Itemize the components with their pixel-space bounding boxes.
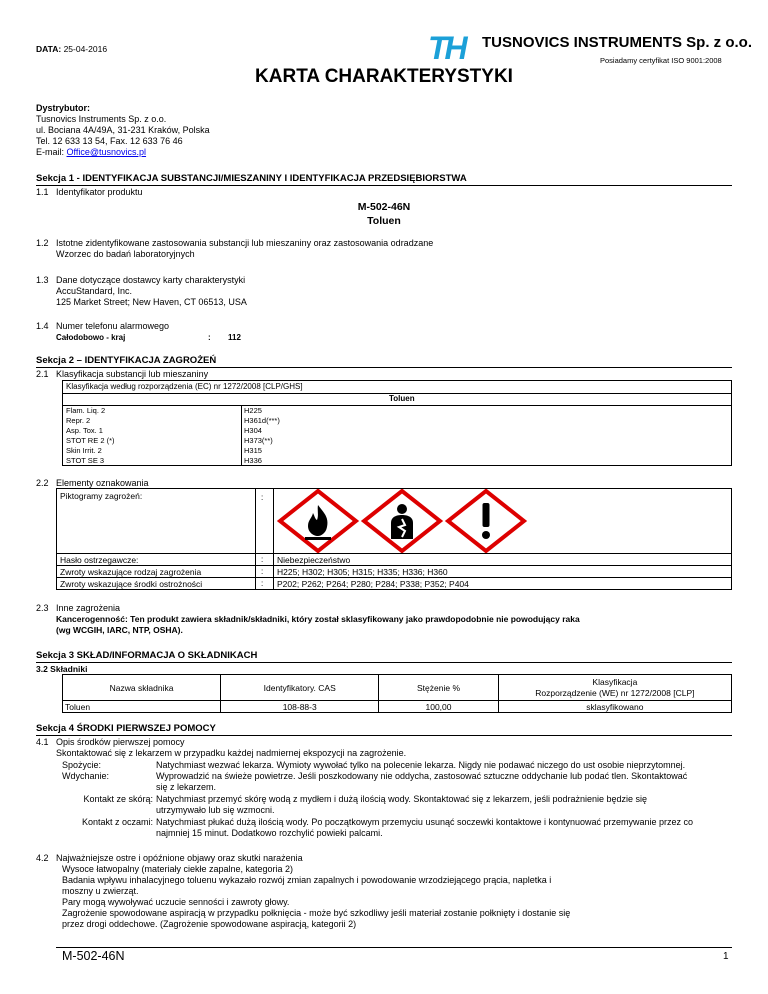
first-aid-key: Spożycie:	[62, 760, 102, 770]
cell-concentration: 100,00	[379, 701, 498, 713]
s14-value: 112	[228, 333, 241, 342]
email-label: E-mail:	[36, 147, 65, 157]
first-aid-eyes	[36, 817, 153, 828]
classification-substance: Toluen	[389, 394, 415, 403]
distributor-line: ul. Bociana 4A/49A, 31-231 Kraków, Polska	[36, 125, 210, 135]
hazard-code: H315	[244, 446, 262, 455]
hazard-class: STOT SE 3	[66, 456, 105, 465]
first-aid-key: Kontakt z oczami:	[81, 817, 153, 827]
s11-label: Identyfikator produktu	[56, 187, 143, 197]
company-name: TUSNOVICS INSTRUMENTS Sp. z o.o.	[482, 34, 753, 51]
hazard-class: Repr. 2	[66, 416, 91, 425]
col-cas: Identyfikatory. CAS	[221, 675, 379, 701]
footer-divider	[56, 947, 732, 948]
s42-num: 4.2	[36, 853, 49, 863]
s12-block	[56, 238, 433, 260]
col-classification-line: Klasyfikacja	[592, 676, 638, 687]
hazard-code: H361d(***)	[244, 416, 280, 425]
distributor-line: Tel. 12 633 13 54, Fax. 12 633 76 46	[36, 136, 183, 146]
hazard-class: Flam. Liq. 2	[66, 406, 106, 415]
s13-line: 125 Market Street; New Haven, CT 06513, USA	[56, 297, 247, 307]
pictograms-label: Piktogramy zagrożeń:	[60, 491, 143, 501]
s13-num: 1.3	[36, 275, 49, 285]
hazard-code: H304	[244, 426, 262, 435]
s23-num: 2.3	[36, 603, 49, 613]
ingredients-table	[62, 674, 732, 713]
first-aid-ingestion	[62, 760, 101, 771]
section-1-title: Sekcja 1 - IDENTYFIKACJA SUBSTANCJI/MIESZANINY I IDENTYFIKACJA PRZEDSIĘBIORSTWA	[36, 173, 732, 186]
precaution-label: Zwroty wskazujące środki ostrożności	[60, 579, 203, 589]
first-aid-text	[156, 794, 647, 816]
s23-label: Inne zagrożenia	[56, 603, 121, 613]
first-aid-line: Natychmiast przemyć skórę wodą z mydłem i dużą ilością wody. Skontaktować się z lekarzem, jeśli podrażnienie będzie się	[156, 794, 648, 804]
page-title: KARTA CHARAKTERYSTYKI	[255, 66, 513, 87]
date-label: DATA:	[36, 44, 62, 54]
distributor-label: Dystrybutor:	[36, 103, 91, 113]
signal-colon: :	[261, 555, 264, 564]
distributor-email	[36, 147, 210, 158]
product-name: Toluen	[367, 215, 401, 227]
hazard-class: Skin Irrit. 2	[66, 446, 102, 455]
email-link[interactable]: Office@tusnovics.pl	[66, 147, 147, 157]
s23-block	[56, 603, 580, 636]
s42-block	[62, 864, 570, 930]
footer-code: M-502-46N	[62, 949, 125, 963]
logo-mark: TH	[428, 30, 465, 66]
section-2-title: Sekcja 2 – IDENTYFIKACJA ZAGROŻEŃ	[36, 355, 732, 368]
s21-num: 2.1	[36, 369, 49, 379]
exclamation-pictogram	[445, 489, 527, 553]
signal-word-label: Hasło ostrzegawcze:	[60, 555, 139, 565]
s21-label: Klasyfikacja substancji lub mieszaniny	[56, 369, 209, 379]
cell-cas: 108-88-3	[221, 701, 379, 713]
distributor-block	[36, 103, 210, 158]
s41-block	[56, 737, 406, 759]
first-aid-text	[156, 817, 693, 839]
hazard-code: H225	[244, 406, 262, 415]
first-aid-line: utrzymywało lub się wzmocni.	[156, 805, 275, 815]
health-hazard-pictogram	[361, 489, 443, 553]
hazard-class: Asp. Tox. 1	[66, 426, 103, 435]
first-aid-skin	[36, 794, 153, 805]
s12-label: Istotne zidentyfikowane zastosowania substancji lub mieszaniny oraz zastosowania odradzane	[56, 238, 434, 248]
flame-pictogram	[277, 489, 359, 553]
s13-line: AccuStandard, Inc.	[56, 286, 133, 296]
s42-line: Wysoce łatwopalny (materiały ciekłe zapalne, kategoria 2)	[62, 864, 294, 874]
hazard-statements-value: H225; H302; H305; H315; H335; H336; H360	[277, 567, 448, 577]
precaution-value: P202; P262; P264; P280; P284; P338; P352; P404	[277, 579, 469, 589]
s12-num: 1.2	[36, 238, 49, 248]
s23-text: (wg WCGIH, IARC, NTP, OSHA).	[56, 625, 183, 635]
s32-label: 3.2 Składniki	[36, 664, 88, 674]
page-number: 1	[723, 951, 729, 962]
precaution-colon: :	[261, 579, 264, 588]
certificate-text: Posiadamy certyfikat ISO 9001:2008	[600, 56, 722, 65]
hazard-code: H336	[244, 456, 262, 465]
first-aid-text	[156, 771, 687, 793]
hazard-colon: :	[261, 567, 264, 576]
company-logo	[428, 28, 753, 70]
s12-text: Wzorzec do badań laboratoryjnych	[56, 249, 195, 259]
s42-line: Zagrożenie spowodowane aspiracją w przypadku połknięcia - może być szkodliwy jeśli materiał zostanie połknięty i dostanie się	[62, 908, 571, 918]
hazard-class: STOT RE 2 (*)	[66, 436, 115, 445]
s22-num: 2.2	[36, 478, 49, 488]
col-classification	[498, 675, 731, 701]
product-code: M-502-46N	[357, 201, 411, 213]
section-3-title: Sekcja 3 SKŁAD/INFORMACJA O SKŁADNIKACH	[36, 650, 732, 663]
document-date	[36, 44, 107, 54]
first-aid-text: Natychmiast wezwać lekarza. Wymioty wywołać tylko na polecenie lekarza. Nigdy nie podawać niczego do ust osobie nieprzytomnej.	[156, 760, 686, 770]
first-aid-line: się z lekarzem.	[156, 782, 217, 792]
cell-classification: sklasyfikowano	[498, 701, 731, 713]
first-aid-inhalation	[62, 771, 109, 782]
classification-table	[62, 380, 732, 466]
s41-intro: Skontaktować się z lekarzem w przypadku każdej nadmiernej ekspozycji na zagrożenie.	[56, 748, 407, 758]
distributor-line: Tusnovics Instruments Sp. z o.o.	[36, 114, 167, 124]
s41-num: 4.1	[36, 737, 49, 747]
s14-colon: :	[208, 333, 211, 342]
first-aid-line: Natychmiast płukać dużą ilością wody. Po początkowym przemyciu usunąć soczewki kontaktowe i kontynuować przemywanie przez co	[156, 817, 694, 827]
s14-key: Całodobowo - kraj	[56, 333, 126, 342]
table-row	[63, 701, 732, 713]
s14-label: Numer telefonu alarmowego	[56, 321, 170, 331]
col-concentration: Stężenie %	[379, 675, 498, 701]
s14-num: 1.4	[36, 321, 49, 331]
classification-header: Klasyfikacja według rozporządzenia (EC) nr 1272/2008 [CLP/GHS]	[66, 382, 303, 391]
s42-line: Badania wpływu inhalacyjnego toluenu wykazało rozwój zmian zapalnych i powodowanie wrzodziejącego prącia, napletka i	[62, 875, 552, 885]
s23-text: Kancerogenność: Ten produkt zawiera składnik/składniki, który został sklasyfikowany jako prawdopodobnie nie powodujący raka	[56, 614, 580, 624]
s22-label: Elementy oznakowania	[56, 478, 149, 488]
hazard-code: H373(**)	[244, 436, 273, 445]
col-name: Nazwa składnika	[63, 675, 221, 701]
first-aid-key: Kontakt ze skórą:	[83, 794, 153, 804]
labelling-table	[56, 488, 732, 590]
s42-line: moszny u zwierząt.	[62, 886, 139, 896]
first-aid-line: najmniej 15 minut. Dodatkowo rozchylić powieki palcami.	[156, 828, 383, 838]
s11-num: 1.1	[36, 187, 49, 197]
hazard-classes	[66, 406, 114, 466]
s42-label: Najważniejsze ostre i opóźnione objawy oraz skutki narażenia	[56, 853, 303, 863]
col-classification-line: Rozporządzenie (WE) nr 1272/2008 [CLP]	[535, 687, 695, 698]
s42-line: przez drogi oddechowe. (Zagrożenie spowodowane aspiracją, kategorii 2)	[62, 919, 357, 929]
first-aid-line: Wyprowadzić na świeże powietrze. Jeśli poszkodowany nie oddycha, zastosować sztuczne oddychanie lub podać tlen. Skontaktować	[156, 771, 688, 781]
date-value: 25-04-2016	[63, 44, 108, 54]
s42-line: Pary mogą wywoływać uczucie senności i zawroty głowy.	[62, 897, 290, 907]
first-aid-key: Wdychanie:	[62, 771, 110, 781]
hazard-codes	[244, 406, 280, 466]
pictograms-colon: :	[261, 493, 264, 502]
cell-name: Toluen	[63, 701, 221, 713]
section-4-title: Sekcja 4 ŚRODKI PIERWSZEJ POMOCY	[36, 723, 732, 736]
hazard-statements-label: Zwroty wskazujące rodzaj zagrożenia	[60, 567, 202, 577]
s13-label: Dane dotyczące dostawcy karty charakterystyki	[56, 275, 246, 285]
s13-block	[56, 275, 247, 308]
s41-label: Opis środków pierwszej pomocy	[56, 737, 185, 747]
signal-word-value: Niebezpieczeństwo	[277, 555, 351, 565]
